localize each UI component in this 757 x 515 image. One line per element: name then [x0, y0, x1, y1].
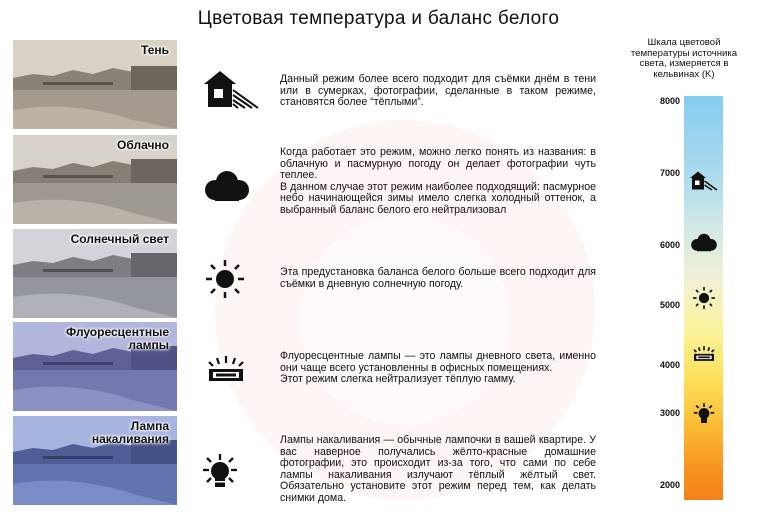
scale-tick: 5000 [659, 300, 680, 310]
shade-house-icon [200, 68, 264, 110]
scale-title-line: температуры источника [630, 47, 738, 59]
description-sunny [280, 267, 596, 290]
scale-title-line: кельвинах (K) [653, 68, 715, 80]
scale-tick: 7000 [659, 168, 680, 178]
photo-label-line: лампы [128, 338, 169, 352]
watermark-circle-inner [300, 215, 510, 425]
scale-marker-incandescent-bulb-icon [692, 402, 716, 426]
description-paragraph: Данный режим более всего подходит для съёмки днём в тени или в сумерках, фотографии, сделанные в таком режиме, становятся более “тёплыми”. [280, 73, 596, 109]
page-title: Цветовая температура и баланс белого [197, 8, 560, 29]
photo-cloudy [13, 135, 177, 224]
scale-tick: 2000 [659, 480, 680, 490]
description-shade [280, 74, 596, 109]
scale-marker-sun-icon [692, 286, 716, 310]
scale-tick: 4000 [659, 360, 680, 370]
description-paragraph: Лампы накаливания — обычные лампочки в вашей квартире. У вас наверное получались жёлто-красные домашние фотографии, это происходит из-за того, что сами по себе лампы накаливания излучают тёплый жёлтый свет. Обязательно установите этот режим перед тем, как делать снимки дома. [280, 434, 596, 504]
fluorescent-lamp-icon [206, 354, 246, 388]
photo-label-line: Лампа [130, 419, 169, 433]
scale-title-line: света, измеряется в [639, 58, 729, 70]
photo-label-line: накаливания [91, 432, 169, 446]
scale-title [620, 38, 748, 80]
sun-icon [204, 258, 246, 300]
cloud-icon [203, 170, 251, 202]
photo-label-line: Флуоресцентные [66, 325, 169, 339]
photo-incandescent [13, 416, 177, 505]
photo-label-sunny: Солнечный свет [70, 232, 169, 246]
description-incandescent [280, 435, 596, 505]
scale-marker-fluorescent-lamp-icon [692, 345, 716, 365]
description-paragraph: Флуоресцентные лампы — это лампы дневного света, именно они чаще всего установленны в офисных помещениях. [280, 350, 596, 374]
scale-tick: 6000 [659, 240, 680, 250]
photo-fluorescent [13, 322, 177, 411]
photo-label-fluorescent [66, 326, 169, 352]
photo-sunny [13, 229, 177, 318]
incandescent-bulb-icon [200, 452, 240, 492]
description-paragraph: Эта предустановка баланса белого больше всего подходит для съёмки в дневную солнечную погоду. [280, 266, 596, 290]
photo-label-incandescent [92, 420, 169, 446]
description-cloudy [280, 147, 596, 217]
description-paragraph: Этот режим слегка нейтрализует тёплую гамму. [280, 373, 516, 386]
scale-marker-shade-house-icon [688, 170, 720, 191]
scale-tick: 8000 [659, 96, 680, 106]
photo-label-shade: Тень [140, 43, 169, 57]
scale-marker-cloud-icon [690, 233, 718, 252]
photo-label-cloudy: Облачно [117, 138, 169, 152]
scale-title-line: Шкала цветовой [647, 37, 721, 48]
description-paragraph: В данном случае этот режим наиболее подходящий: пасмурное небо начинающейся зимы имело слегка холодный оттенок, а выбранный баланс белого его нейтрализовал [280, 180, 596, 216]
description-paragraph: Когда работает это режим, можно легко понять из названия: в облачную и пасмурную погоду он делает фотографии чуть теплее. [280, 146, 596, 182]
description-fluorescent [280, 351, 596, 386]
photo-shade [13, 40, 177, 129]
scale-tick: 3000 [659, 408, 680, 418]
